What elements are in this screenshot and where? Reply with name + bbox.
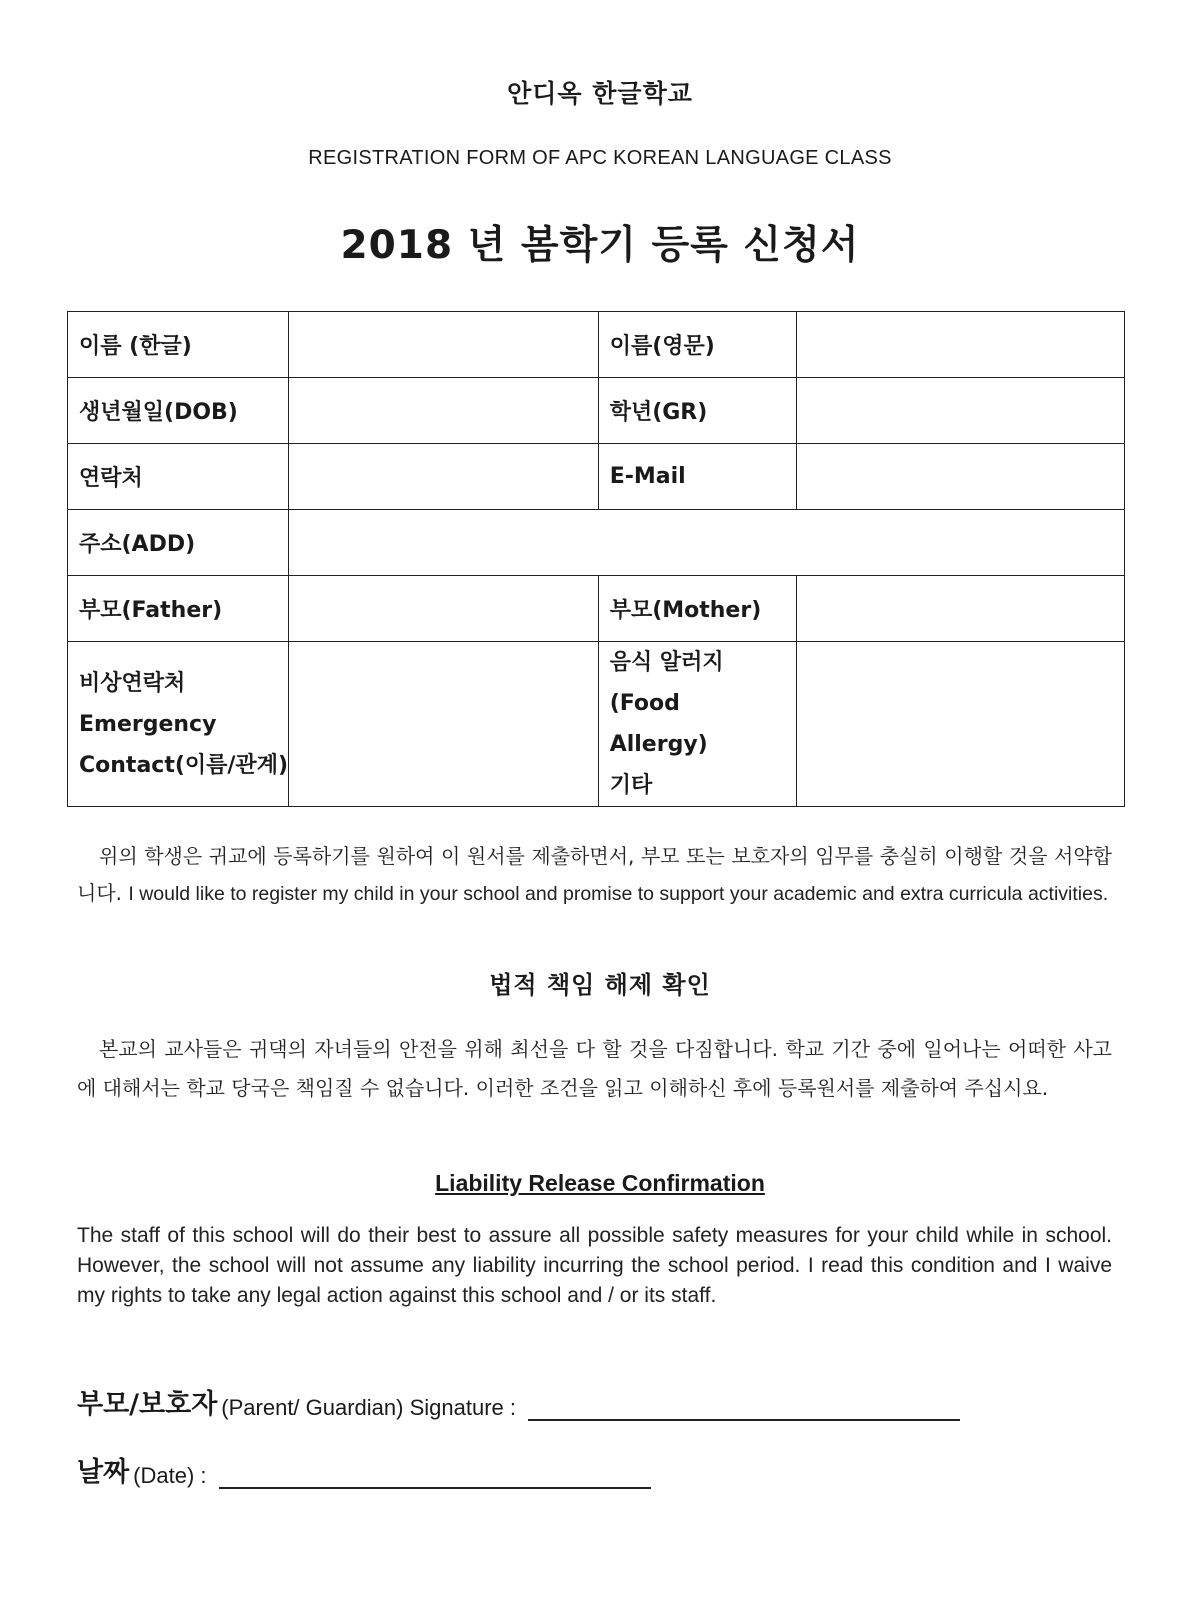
dob-field[interactable] [288, 378, 598, 444]
email-label: E-Mail [598, 444, 797, 510]
name-english-label: 이름(영문) [598, 312, 797, 378]
liability-body-english: The staff of this school will do their best to assure all possible safety measures for your child while in school. However, the school will not assume any liability incurring the school period. I read this condition and I waive my rights to take any legal action against this school and / or its staff. [77, 1224, 1112, 1307]
table-row [68, 576, 1125, 642]
contact-label: 연락처 [68, 444, 289, 510]
school-name: 안디옥 한글학교 [507, 79, 693, 108]
address-label: 주소(ADD) [68, 510, 289, 576]
emergency-contact-label [68, 642, 289, 807]
table-row [68, 312, 1125, 378]
mother-field[interactable] [797, 576, 1125, 642]
date-label-english: (Date) : [133, 1463, 207, 1488]
name-english-field[interactable] [797, 312, 1125, 378]
contact-field[interactable] [288, 444, 598, 510]
date-line[interactable] [219, 1465, 651, 1489]
emergency-label-line: Contact(이름/관계) [79, 752, 288, 778]
food-allergy-field[interactable] [797, 642, 1125, 807]
pledge-paragraph [77, 838, 1112, 913]
allergy-label-line: 기타 [609, 773, 653, 798]
email-field[interactable] [797, 444, 1125, 510]
emergency-label-line: 비상연락처 [79, 670, 186, 696]
form-title: 2018 년 봄학기 등록 신청서 [340, 223, 860, 268]
pledge-korean: 위의 학생은 귀교에 등록하기를 원하여 이 원서를 제출하면서, 부모 또는 보호자의 임무를 충실히 이행할 것을 서약합니다. [77, 844, 1112, 905]
father-label: 부모(Father) [68, 576, 289, 642]
date-label-korean: 날짜 [77, 1457, 130, 1488]
parent-label-english: (Parent/ Guardian) Signature : [221, 1395, 516, 1420]
parent-signature-line[interactable] [528, 1397, 960, 1421]
grade-label: 학년(GR) [598, 378, 797, 444]
table-row [68, 510, 1125, 576]
emergency-contact-field[interactable] [288, 642, 598, 807]
table-row [68, 642, 1125, 807]
table-row [68, 378, 1125, 444]
allergy-label-line: 음식 알러지 [609, 650, 724, 675]
liability-heading-english: Liability Release Confirmation [435, 1170, 765, 1196]
pledge-english: I would like to register my child in your school and promise to support your academic and extra curricula activities. [128, 883, 1109, 905]
registration-table [67, 311, 1125, 807]
name-korean-label: 이름 (한글) [68, 312, 289, 378]
liability-heading-korean: 법적 책임 해제 확인 [489, 971, 711, 999]
dob-label: 생년월일(DOB) [68, 378, 289, 444]
allergy-label-line: (Food Allergy) [609, 691, 708, 757]
mother-label: 부모(Mother) [598, 576, 797, 642]
food-allergy-label [598, 642, 797, 807]
father-field[interactable] [288, 576, 598, 642]
table-row [68, 444, 1125, 510]
parent-signature-row [77, 1382, 960, 1421]
form-subtitle: REGISTRATION FORM OF APC KOREAN LANGUAGE CLASS [308, 147, 892, 169]
date-row [77, 1450, 651, 1489]
address-field[interactable] [288, 510, 1124, 576]
emergency-label-line: Emergency [79, 711, 217, 737]
grade-field[interactable] [797, 378, 1125, 444]
liability-body-korean: 본교의 교사들은 귀댁의 자녀들의 안전을 위해 최선을 다 할 것을 다짐합니다. 학교 기간 중에 일어나는 어떠한 사고에 대해서는 학교 당국은 책임질 수 없습니다. 이러한 조건을 읽고 이해하신 후에 등록원서를 제출하여 주십시요. [77, 1037, 1112, 1100]
name-korean-field[interactable] [288, 312, 598, 378]
parent-label-korean: 부모/보호자 [77, 1389, 218, 1420]
